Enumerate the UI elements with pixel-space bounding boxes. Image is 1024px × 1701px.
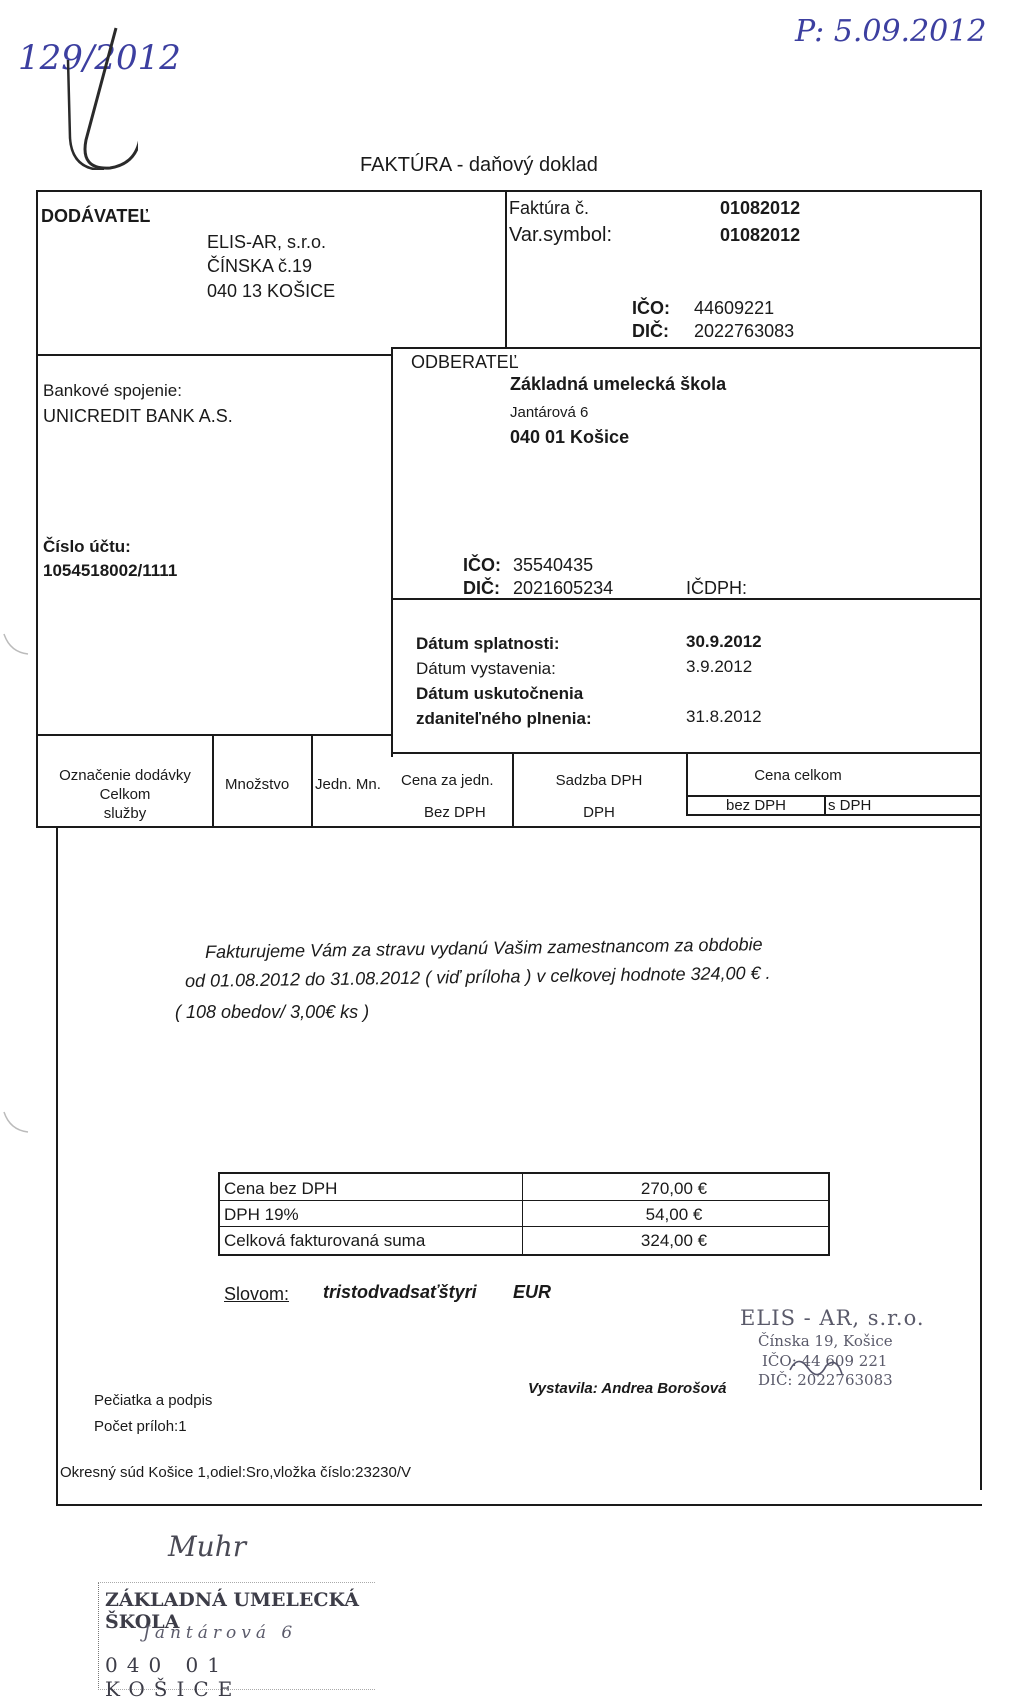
summary-label-vat: DPH 19% — [224, 1205, 299, 1224]
col-unit-price-sub: Bez DPH — [424, 804, 486, 821]
taxable-date-label-2: zdaniteľného plnenia: — [416, 709, 592, 728]
supplier-street: ČÍNSKA č.19 — [207, 256, 313, 276]
summary-label-net: Cena bez DPH — [224, 1179, 338, 1198]
supplier-name: ELIS-AR, s.r.o. — [207, 232, 327, 252]
supplier-stamp-line4: DIČ: 2022763083 — [758, 1371, 893, 1389]
receiver-stamp-line3: 040 01 KOŠICE — [105, 1653, 242, 1701]
supplier-dic: 2022763083 — [694, 321, 795, 341]
due-date-label: Dátum splatnosti: — [416, 634, 560, 653]
bank-name: UNICREDIT BANK A.S. — [43, 406, 233, 426]
customer-dic: 2021605234 — [513, 578, 614, 598]
customer-name: Základná umelecká škola — [510, 374, 727, 394]
divider-customer-left — [391, 347, 393, 757]
frame-bottom — [56, 1504, 982, 1506]
supplier-city: 040 13 KOŠICE — [207, 281, 336, 301]
frame-left-lower — [56, 826, 58, 1506]
due-date: 30.9.2012 — [686, 632, 762, 651]
bank-label: Bankové spojenie: — [43, 381, 182, 400]
account-label: Číslo účtu: — [43, 537, 131, 556]
col-designation-line1: Označenie dodávky — [59, 767, 191, 784]
supplier-stamp-line1: ELIS - AR, s.r.o. — [740, 1306, 925, 1330]
invoice-number-label: Faktúra č. — [509, 198, 590, 218]
stamp-sign-label: Pečiatka a podpis — [94, 1392, 213, 1409]
handwritten-note-right: P: 5.09.2012 — [795, 14, 987, 49]
col-vat-rate-header: Sadzba DPH — [555, 772, 643, 789]
words-value: tristodvadsaťštyri — [323, 1282, 477, 1302]
col-total-without-vat: bez DPH — [725, 797, 787, 814]
attachments-count: Počet príloh:1 — [94, 1418, 187, 1435]
col-designation-line2: Celkom — [99, 786, 151, 803]
paper-clip-icon — [58, 20, 138, 170]
col-total-header: Cena celkom — [754, 767, 842, 784]
receiver-stamp-line1: ZÁKLADNÁ UMELECKÁ ŠKOLA — [105, 1589, 359, 1633]
body-line-2: od 01.08.2012 do 31.08.2012 ( viď príloha ) v celkovej hodnote 324,00 € . — [184, 962, 771, 991]
receiver-stamp-line2: Jantárová 6 — [143, 1623, 298, 1643]
frame-right — [980, 190, 982, 1490]
varsym-label: Var.symbol: — [509, 224, 612, 246]
frame-left-upper — [36, 190, 38, 828]
frame-top — [36, 190, 982, 192]
punch-hole-mark-icon — [0, 630, 30, 660]
invoice-number: 01082012 — [720, 198, 801, 218]
customer-street: Jantárová 6 — [510, 404, 589, 421]
customer-icdph-label: IČDPH: — [686, 578, 748, 598]
table-col-div-1 — [212, 734, 214, 826]
supplier-ico: 44609221 — [694, 298, 775, 318]
supplier-stamp-line3: IČO: 44 609 221 — [762, 1352, 888, 1370]
customer-heading: ODBERATEĽ — [411, 352, 519, 372]
body-line-1: Fakturujeme Vám za stravu vydanú Vašim zamestnancom za obdobie — [204, 934, 763, 962]
summary-row-line-1 — [220, 1200, 828, 1201]
summary-divider — [522, 1174, 523, 1254]
col-unit-header: Jedn. Mn. — [315, 776, 381, 793]
divider-supplier-bottom — [36, 354, 391, 356]
handwritten-note-left: 129/2012 — [18, 38, 181, 78]
table-col-div-5 — [824, 795, 826, 815]
summary-table — [218, 1172, 830, 1256]
col-designation-line3: služby — [103, 805, 147, 822]
account-number: 1054518002/1111 — [43, 561, 178, 580]
table-subheader-bottom — [686, 814, 981, 816]
divider-supplier-invoice — [505, 190, 507, 347]
table-header-bottom — [36, 826, 982, 828]
varsym-value: 01082012 — [720, 225, 801, 245]
summary-label-total: Celková fakturovaná suma — [224, 1231, 426, 1250]
supplier-dic-label: DIČ: — [632, 321, 669, 341]
supplier-ico-label: IČO: — [632, 298, 670, 318]
customer-dic-label: DIČ: — [463, 578, 500, 598]
words-label: Slovom: — [224, 1284, 290, 1304]
summary-value-total: 324,00 € — [640, 1231, 708, 1250]
divider-invoice-bottom — [391, 347, 981, 349]
receiver-stamp — [98, 1582, 375, 1701]
col-vat-sub: DPH — [583, 804, 615, 821]
col-designation-header — [40, 766, 210, 823]
customer-city: 040 01 Košice — [510, 427, 630, 447]
punch-hole-mark-icon-2 — [0, 1108, 30, 1138]
issue-date-label: Dátum vystavenia: — [416, 659, 556, 678]
court-registration: Okresný súd Košice 1,odiel:Sro,vložka číslo:23230/V — [60, 1464, 412, 1481]
page-title: FAKTÚRA - daňový doklad — [360, 154, 598, 176]
words-currency: EUR — [513, 1282, 552, 1302]
customer-ico-label: IČO: — [463, 555, 501, 575]
customer-ico: 35540435 — [513, 555, 594, 575]
col-total-with-vat: s DPH — [828, 797, 872, 814]
taxable-date-label-1: Dátum uskutočnenia — [416, 684, 584, 703]
table-col-div-2 — [311, 734, 313, 826]
summary-row-line-2 — [220, 1226, 828, 1227]
handwritten-signature: Muhr — [168, 1530, 247, 1563]
signature-scribble-icon — [786, 1350, 846, 1384]
supplier-stamp-line2: Čínska 19, Košice — [758, 1332, 893, 1350]
issue-date: 3.9.2012 — [686, 657, 753, 676]
taxable-date: 31.8.2012 — [686, 707, 762, 726]
supplier-heading: DODÁVATEĽ — [41, 206, 151, 226]
issued-by: Vystavila: Andrea Borošová — [528, 1380, 727, 1397]
col-unit-price-header: Cena za jedn. — [401, 772, 494, 789]
summary-value-net: 270,00 € — [640, 1179, 708, 1198]
body-line-3: ( 108 obedov/ 3,00€ ks ) — [175, 1002, 370, 1022]
summary-value-vat: 54,00 € — [645, 1205, 703, 1224]
col-quantity-header: Množstvo — [225, 776, 290, 793]
